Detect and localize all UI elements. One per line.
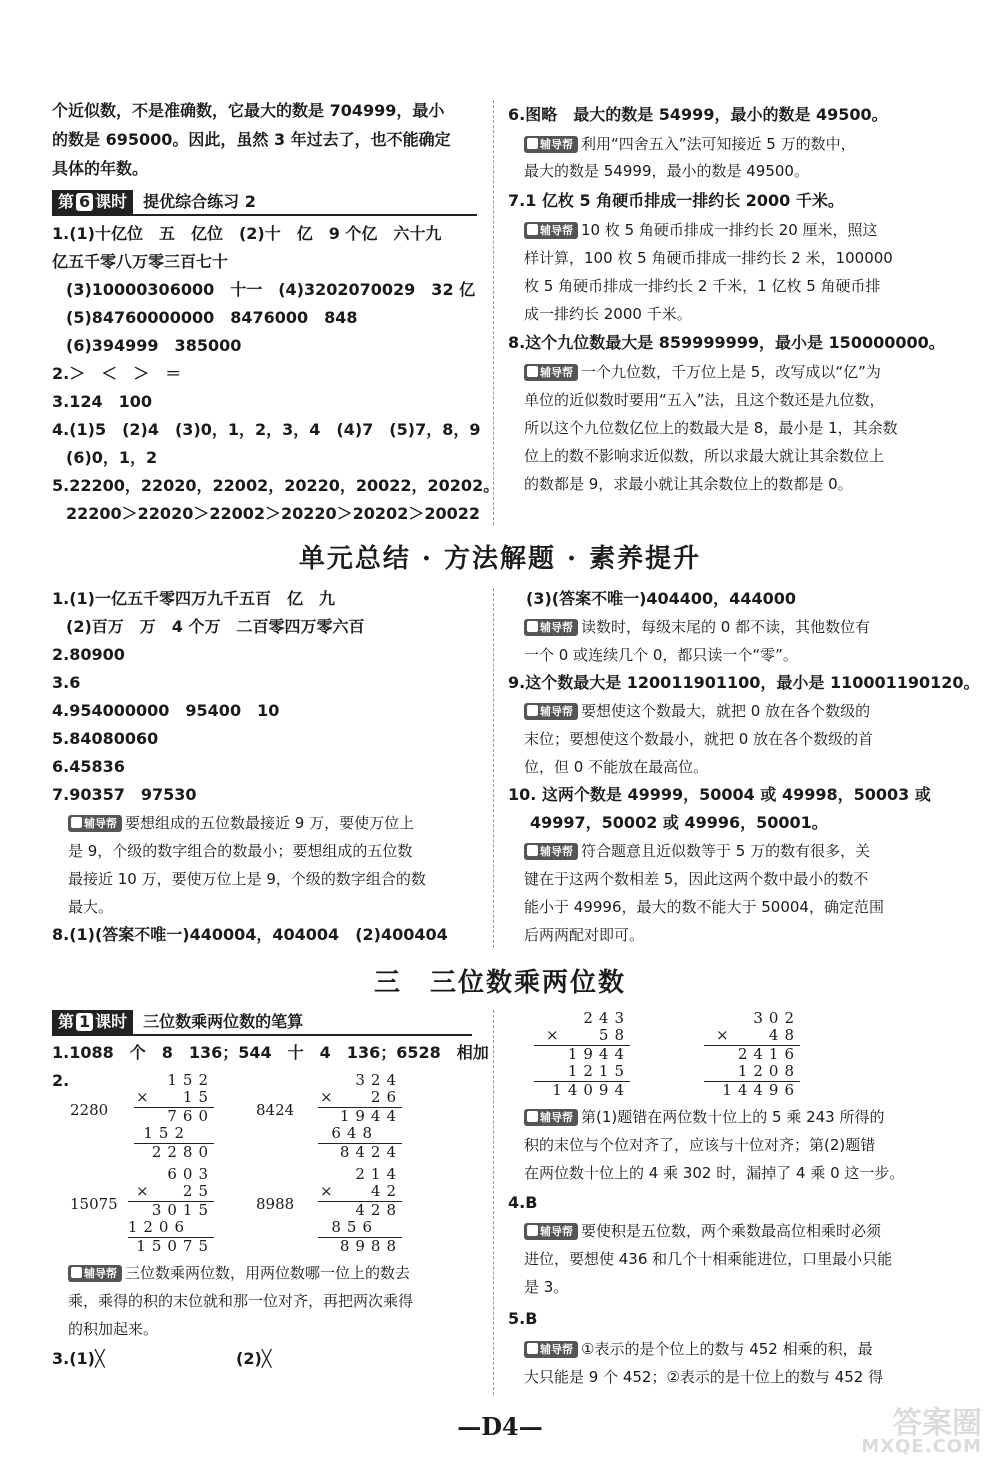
answer-line: 10. 这两个数是 49999，50004 或 49998，50003 或 <box>508 785 931 804</box>
explanation-line: 的积加起来。 <box>68 1320 159 1338</box>
calc-row: 8988 <box>339 1237 402 1255</box>
answer-line: 2. <box>52 1071 70 1090</box>
chapter-title: 三 三位数乘两位数 <box>373 968 626 998</box>
answer-line: 3.6 <box>52 673 81 692</box>
helper-icon <box>527 1225 538 1236</box>
answer-line: 5.B <box>508 1309 538 1328</box>
helper-icon <box>527 621 538 632</box>
helper-icon <box>527 845 538 856</box>
explanation-line: 乘，乘得的积的末位就和那一位对齐，再把两次乘得 <box>68 1292 414 1310</box>
explanation-line: 位上的数不影响求近似数，所以求最大就让其余数位上 <box>524 447 885 465</box>
helper-tag: 辅导帮 <box>524 703 578 720</box>
calc-row: 1206 <box>127 1218 190 1236</box>
answer-line: (3)(答案不唯一)404400，444000 <box>526 589 796 608</box>
text-line: 个近似数，不是准确数，它最大的数是 704999，最小 <box>52 101 445 120</box>
explanation-line: 枚 5 角硬币排成一排约长 2 千米，1 亿枚 5 角硬币排 <box>524 277 881 295</box>
explanation-line: 辅导帮 一个九位数，千万位上是 5，改写成以“亿”为 <box>524 361 881 383</box>
text-line: 的数是 695000。因此，虽然 3 年过去了，也不能确定 <box>52 130 451 149</box>
helper-tag: 辅导帮 <box>524 1341 578 1358</box>
times-sign: × <box>136 1182 149 1200</box>
answer-line: 1.(1)一亿五千零四万九千五百 亿 九 <box>52 589 335 608</box>
calc-row: 8424 <box>339 1143 402 1161</box>
lesson-header <box>52 190 477 216</box>
column-divider <box>493 588 494 948</box>
vertical-calculation <box>316 1166 402 1256</box>
answer-line: 1.1088 个 8 136；544 十 4 136；6528 相加 <box>52 1043 489 1062</box>
explanation-line: 大只能是 9 个 452；②表示的是十位上的数与 452 得 <box>524 1368 884 1386</box>
helper-tag: 辅导帮 <box>524 222 578 239</box>
vertical-calculation <box>316 1072 402 1162</box>
answer-line: 2.80900 <box>52 645 125 664</box>
helper-tag: 辅导帮 <box>524 364 578 381</box>
explanation-line: 辅导帮 要想组成的五位数最接近 9 万，要使万位上 <box>68 812 414 834</box>
watermark-logo: 答案圈 MXQE.COM <box>861 1406 982 1457</box>
explanation-line: 辅导帮 要使积是五位数，两个乘数最高位相乘时必须 <box>524 1220 881 1242</box>
explanation-line: 后两两配对即可。 <box>524 926 645 944</box>
helper-icon <box>527 224 538 235</box>
explanation-line: 辅导帮 要想使这个数最大，就把 0 放在各个数级的 <box>524 700 870 722</box>
explanation-line: 能小于 49996，最大的数不能大于 50004，确定范围 <box>524 898 884 916</box>
answer-line: 3.124 100 <box>52 392 153 411</box>
answer-line: (6)394999 385000 <box>66 336 242 355</box>
vertical-calculation <box>700 1010 800 1100</box>
answer-line: 7.90357 97530 <box>52 785 197 804</box>
calc-row: 243 <box>583 1009 630 1027</box>
explanation-line: 样计算，100 枚 5 角硬币排成一排约长 2 米，100000 <box>524 249 893 267</box>
times-sign: × <box>136 1088 149 1106</box>
calc-row: 1944 <box>567 1045 630 1063</box>
calc-row: 324 <box>355 1071 402 1089</box>
calc-row: 15 <box>182 1088 214 1106</box>
helper-icon <box>71 1267 82 1278</box>
lesson-title: 三位数乘两位数的笔算 <box>143 1012 304 1031</box>
answer-line: 9.这个数最大是 120011901100，最小是 110001190120。 <box>508 673 980 692</box>
calc-row: 1944 <box>339 1107 402 1125</box>
explanation-line: 一个 0 或连续几个 0，都只读一个“零”。 <box>524 646 798 664</box>
answer-line: 49997，50002 或 49996，50001。 <box>530 813 828 832</box>
lesson-badge: 第 6 课时 <box>52 190 133 214</box>
explanation-line: 进位，要想使 436 和几个十相乘能进位，口里最小只能 <box>524 1250 893 1268</box>
times-sign: × <box>320 1088 333 1106</box>
calc-row: 1208 <box>737 1062 800 1080</box>
helper-tag: 辅导帮 <box>68 815 122 832</box>
answer-line: 亿五千零八万零三百七十 <box>52 252 229 271</box>
calc-answer: 8424 <box>256 1101 295 1119</box>
answer-line: 4.B <box>508 1193 538 1212</box>
page-number: —D4— <box>457 1412 543 1441</box>
answer-line: (6)0，1，2 <box>66 448 158 467</box>
answer-line: 3.(1)╳ <box>52 1349 105 1368</box>
calc-row: 302 <box>753 1009 800 1027</box>
calc-row: 2416 <box>737 1045 800 1063</box>
calc-row: 214 <box>355 1165 402 1183</box>
explanation-line: 辅导帮 读数时，每级末尾的 0 都不读，其他数位有 <box>524 616 870 638</box>
helper-icon <box>527 705 538 716</box>
helper-tag: 辅导帮 <box>68 1265 122 1282</box>
text-line: 具体的年数。 <box>52 159 149 178</box>
answer-line: 22200＞22020＞22002＞20220＞20202＞20022 <box>66 504 480 523</box>
explanation-line: 辅导帮 ①表示的是个位上的数与 452 相乘的积，最 <box>524 1338 873 1360</box>
explanation-line: 末位；要想使这个数最小，就把 0 放在各个数级的首 <box>524 730 874 748</box>
helper-icon <box>527 1343 538 1354</box>
answer-line: 6.45836 <box>52 757 125 776</box>
answer-line: (3)10000306000 十一 (4)3202070029 32 亿 <box>66 280 476 299</box>
helper-icon <box>527 366 538 377</box>
explanation-line: 积的末位与个位对齐了，应该与十位对齐；第(2)题错 <box>524 1136 876 1154</box>
vertical-calculation <box>530 1010 630 1100</box>
answer-line: 4.954000000 95400 10 <box>52 701 280 720</box>
calc-row: 856 <box>331 1218 378 1236</box>
times-sign: × <box>716 1026 729 1044</box>
calc-row: 152 <box>167 1071 214 1089</box>
calc-row: 48 <box>768 1026 800 1044</box>
calc-row: 14094 <box>552 1081 630 1099</box>
helper-tag: 辅导帮 <box>524 136 578 153</box>
answer-line: 5.22200，22020，22002，20220，20022，20202。 <box>52 476 500 495</box>
calc-row: 25 <box>182 1182 214 1200</box>
vertical-calculation <box>128 1166 214 1256</box>
lesson-title: 提优综合练习 2 <box>143 192 256 211</box>
calc-answer: 15075 <box>70 1195 118 1213</box>
helper-icon <box>71 817 82 828</box>
answer-line: 7.1 亿枚 5 角硬币排成一排约长 2000 千米。 <box>508 191 844 210</box>
calc-row: 603 <box>167 1165 214 1183</box>
explanation-line: 是 9，个级的数字组合的数最小；要想组成的五位数 <box>68 842 413 860</box>
helper-icon <box>527 138 538 149</box>
explanation-line: 位，但 0 不能放在最高位。 <box>524 758 709 776</box>
explanation-line: 辅导帮 符合题意且近似数等于 5 万的数有很多，关 <box>524 840 870 862</box>
calc-row: 760 <box>167 1107 214 1125</box>
explanation-line: 最接近 10 万，要使万位上是 9，个级的数字组合的数 <box>68 870 426 888</box>
times-sign: × <box>546 1026 559 1044</box>
explanation-line: 所以这个九位数亿位上的数最大是 8，最小是 1，其余数 <box>524 419 898 437</box>
calc-row: 1215 <box>567 1062 630 1080</box>
calc-row: 58 <box>598 1026 630 1044</box>
answer-line: 5.84080060 <box>52 729 159 748</box>
answer-line: 4.(1)5 (2)4 (3)0，1，2，3，4 (4)7 (5)7，8，9 <box>52 420 481 439</box>
calc-row: 15075 <box>136 1237 214 1255</box>
explanation-line: 键在于这两个数相差 5，因此这两个数中最小的数不 <box>524 870 869 888</box>
answer-line: 6.图略 最大的数是 54999，最小的数是 49500。 <box>508 105 888 124</box>
calc-row: 2280 <box>151 1143 214 1161</box>
vertical-calculation <box>128 1072 214 1162</box>
lesson-header <box>52 1010 472 1036</box>
calc-row: 42 <box>370 1182 402 1200</box>
explanation-line: 辅导帮 10 枚 5 角硬币排成一排约长 20 厘米，照这 <box>524 219 878 241</box>
helper-tag: 辅导帮 <box>524 1109 578 1126</box>
helper-icon <box>527 1111 538 1122</box>
explanation-line: 辅导帮 利用“四舍五入”法可知接近 5 万的数中， <box>524 133 856 155</box>
explanation-line: 成一排约长 2000 千米。 <box>524 305 692 323</box>
calc-row: 26 <box>370 1088 402 1106</box>
lesson-badge: 第 1 课时 <box>52 1010 133 1034</box>
answer-line: 1.(1)十亿位 五 亿位 (2)十 亿 9 个亿 六十九 <box>52 224 442 243</box>
calc-row: 648 <box>331 1124 378 1142</box>
answer-line: 2.＞ ＜ ＞ ＝ <box>52 364 182 383</box>
explanation-line: 单位的近似数时要用“五入”法，且这个数还是九位数， <box>524 391 885 409</box>
explanation-line: 辅导帮 第(1)题错在两位数十位上的 5 乘 243 所得的 <box>524 1106 885 1128</box>
explanation-line: 辅导帮 三位数乘两位数，用两位数哪一位上的数去 <box>68 1262 410 1284</box>
calc-row: 14496 <box>722 1081 800 1099</box>
answer-line: (5)84760000000 8476000 848 <box>66 308 358 327</box>
explanation-line: 最大的数是 54999，最小的数是 49500。 <box>524 162 809 180</box>
answer-line: (2)百万 万 4 个万 二百零四万零六百 <box>66 617 365 636</box>
section-title: 单元总结 · 方法解题 · 素养提升 <box>298 544 702 574</box>
calc-answer: 8988 <box>256 1195 295 1213</box>
answer-line: 8.这个九位数最大是 859999999，最小是 150000000。 <box>508 333 945 352</box>
helper-tag: 辅导帮 <box>524 619 578 636</box>
times-sign: × <box>320 1182 333 1200</box>
answer-line: 8.(1)(答案不唯一)440004，404004 (2)400404 <box>52 925 448 944</box>
column-divider <box>493 1010 494 1395</box>
calc-row: 428 <box>355 1201 402 1219</box>
calc-row: 3015 <box>151 1201 214 1219</box>
explanation-line: 是 3。 <box>524 1278 569 1296</box>
answer-line: (2)╳ <box>236 1349 272 1368</box>
column-divider <box>493 100 494 525</box>
explanation-line: 最大。 <box>68 898 114 916</box>
explanation-line: 在两位数十位上的 4 乘 302 时，漏掉了 4 乘 0 这一步。 <box>524 1164 905 1182</box>
calc-answer: 2280 <box>70 1101 109 1119</box>
helper-tag: 辅导帮 <box>524 1223 578 1240</box>
explanation-line: 的数都是 9，求最小就让其余数位上的数都是 0。 <box>524 475 853 493</box>
helper-tag: 辅导帮 <box>524 843 578 860</box>
calc-row: 152 <box>143 1124 190 1142</box>
